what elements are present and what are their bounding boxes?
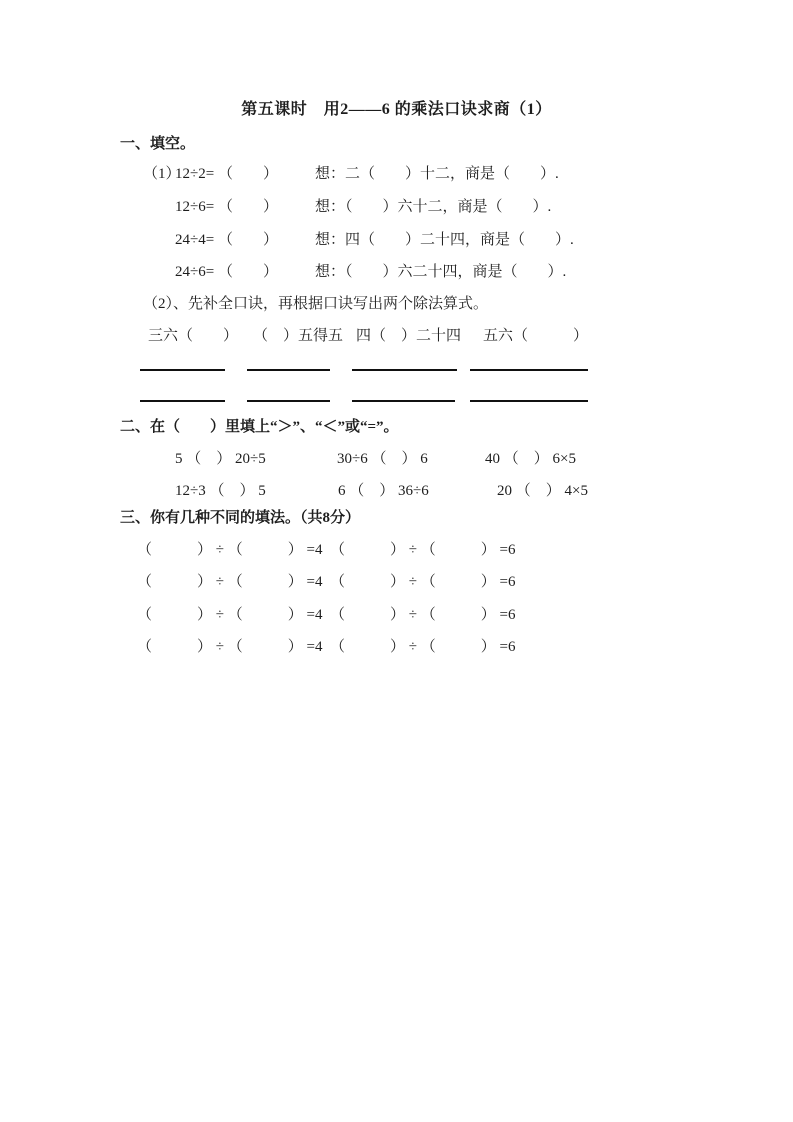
rhyme-blank: 五六（ ）	[483, 328, 589, 344]
part1-label-spacer	[143, 263, 175, 281]
section2-heading: 二、在（ ）里填上“＞”、“＜”或“=”。	[120, 419, 399, 435]
answer-line	[470, 369, 588, 371]
fill-equation: （ ） ÷ （ ） =6	[330, 607, 516, 623]
answer-line	[247, 369, 330, 371]
page-title: 第五课时 用2——6 的乘法口诀求商（1）	[241, 101, 552, 118]
think-hint: 想：二（ ）十二，商是（ ）.	[315, 166, 559, 182]
part1-label: （1）	[143, 166, 181, 182]
fill-equation: （ ） ÷ （ ） =4	[137, 639, 323, 655]
fill-row	[143, 263, 566, 281]
fill-equation: （ ） ÷ （ ） =6	[330, 542, 516, 558]
fill-row	[143, 231, 574, 249]
fill-equation: （ ） ÷ （ ） =4	[137, 542, 323, 558]
compare-item: 20 （ ） 4×5	[497, 483, 588, 499]
division-equation: 24÷6= （ ）	[175, 264, 278, 280]
rhyme-blank: 四（ ）二十四	[356, 328, 462, 344]
division-equation: 12÷6= （ ）	[175, 199, 278, 215]
fill-equation: （ ） ÷ （ ） =6	[330, 574, 516, 590]
compare-item: 12÷3 （ ） 5	[175, 483, 266, 499]
fill-row	[143, 165, 559, 183]
compare-item: 40 （ ） 6×5	[485, 451, 576, 467]
rhyme-blank: （ ）五得五	[253, 328, 344, 344]
think-hint: 想：（ ）六二十四，商是（ ）.	[315, 264, 567, 280]
division-equation: 24÷4= （ ）	[175, 232, 278, 248]
answer-line	[352, 400, 455, 402]
answer-line	[140, 369, 225, 371]
fill-equation: （ ） ÷ （ ） =6	[330, 639, 516, 655]
fill-row	[143, 198, 551, 216]
answer-line	[140, 400, 225, 402]
section1-heading: 一、填空。	[120, 136, 196, 152]
part2-heading: （2）、先补全口诀，再根据口诀写出两个除法算式。	[143, 296, 489, 312]
part1-label-spacer	[143, 198, 175, 216]
rhyme-blank: 三六（ ）	[148, 328, 239, 344]
fill-equation: （ ） ÷ （ ） =4	[137, 574, 323, 590]
answer-line	[470, 400, 588, 402]
part1-label-spacer	[143, 231, 175, 249]
compare-item: 30÷6 （ ） 6	[337, 451, 428, 467]
compare-item: 6 （ ） 36÷6	[338, 483, 429, 499]
think-hint: 想：四（ ）二十四，商是（ ）.	[315, 232, 574, 248]
division-equation: 12÷2= （ ）	[175, 166, 278, 182]
answer-line	[352, 369, 457, 371]
compare-item: 5 （ ） 20÷5	[175, 451, 266, 467]
fill-equation: （ ） ÷ （ ） =4	[137, 607, 323, 623]
think-hint: 想：（ ）六十二，商是（ ）.	[315, 199, 552, 215]
answer-line	[247, 400, 330, 402]
section3-heading: 三、你有几种不同的填法。（共8分）	[120, 510, 361, 526]
